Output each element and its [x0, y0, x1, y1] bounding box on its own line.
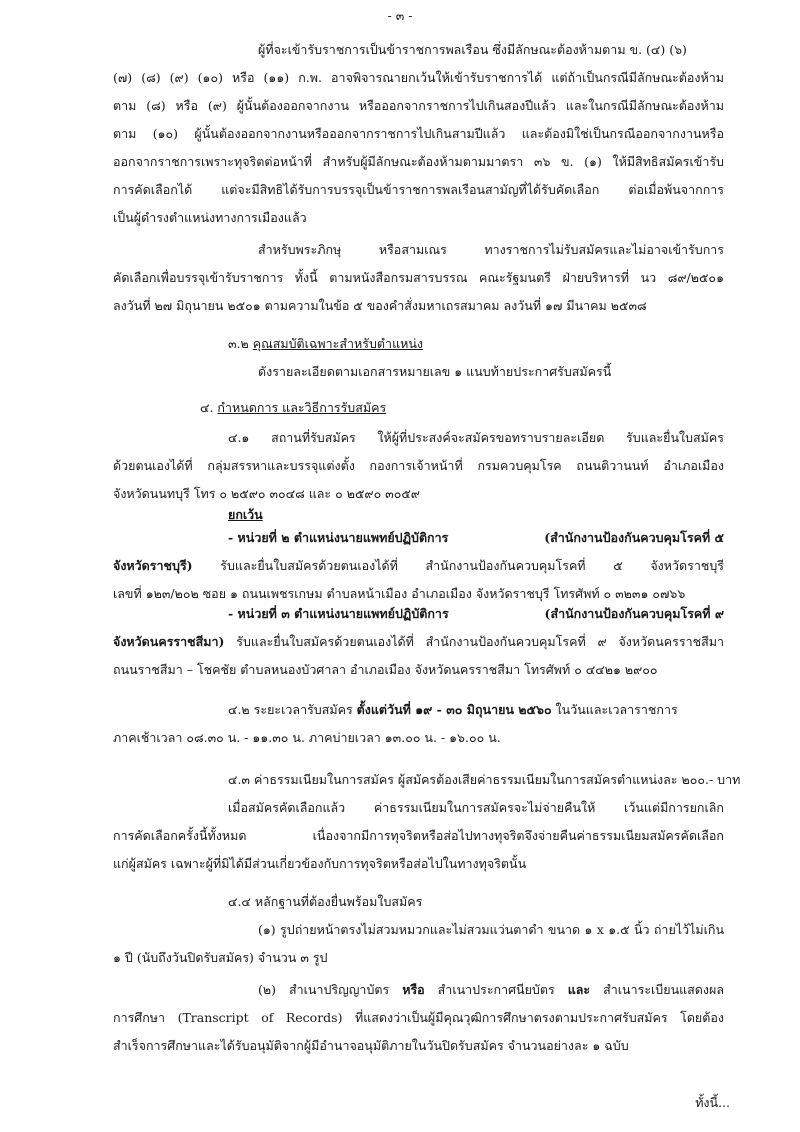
continuation-marker: ทั้งนี้... [695, 1095, 730, 1110]
section-heading [200, 398, 386, 418]
unit-heading: - หน่วยที่ ๓ ตำแหน่งนายแพทย์ปฏิบัติการ [228, 606, 449, 621]
text-line: ดังรายละเอียดตามเอกสารหมายเลข ๑ แนบท้ายประกาศรับสมัครนี้ [258, 364, 612, 379]
text-part: สำเนาระเบียนแสดงผล [590, 982, 725, 997]
text-line: (๑) รูปถ่ายหน้าตรงไม่สวมหมวกและไม่สวมแว่นตาดำ ขนาด ๑ x ๑.๕ นิ้ว ถ่ายไว้ไม่เกิน [258, 922, 724, 937]
unit-province: จังหวัดราชบุรี) [113, 558, 193, 573]
text-line: การคัดเลือกครั้งนี้ทั้งหมด เนื่องจากมีการทุจริตหรือส่อไปทางทุจริตจึงจ่ายคืนค่าธรรมเนียมสมัครคัดเลือก [113, 828, 724, 843]
text-part: (๒) สำเนาปริญญาบัตร [258, 982, 403, 997]
text-line [113, 632, 724, 652]
text-line: ๑ ปี (นับถึงวันปิดรับสมัคร) จำนวน ๓ รูป [113, 950, 328, 965]
text-line: การศึกษา (Transcript of Records) ที่แสดงว่าเป็นผู้มีคุณวุฒิการศึกษาตรงตามประกาศรับสมัคร โดยต้อง [113, 1010, 724, 1025]
text-part: สำเนาประกาศนียบัตร [424, 982, 568, 997]
text-line: เลขที่ ๑๒๓/๒๐๒ ซอย ๑ ถนนเพชรเกษม ตำบลหน้าเมือง อำเภอเมือง จังหวัดราชบุรี โทรศัพท์ ๐ ๓๒๓๑ ๐๗๖๖ [113, 586, 686, 601]
section-title: กำหนดการ และวิธีการรับสมัคร [217, 400, 387, 415]
text-line: ถนนราชสีมา – โชคชัย ตำบลหนองบัวศาลา อำเภอเมือง จังหวัดนครราชสีมา โทรศัพท์ ๐ ๔๔๒๑ ๒๙๐๐ [113, 662, 658, 677]
unit-text: รับและยื่นใบสมัครด้วยตนเองได้ที่ สำนักงานป้องกันควบคุมโรคที่ ๕ จังหวัดราชบุรี [192, 558, 724, 573]
text-line: ๔.๑ สถานที่รับสมัคร ให้ผู้ที่ประสงค์จะสมัครขอทราบรายละเอียด รับและยื่นใบสมัคร [228, 430, 724, 445]
text-line: ลงวันที่ ๒๗ มิถุนายน ๒๕๐๑ ตามความในข้อ ๕ ของคำสั่งมหาเถรสมาคม ลงวันที่ ๑๗ มีนาคม ๒๕๓๘ [113, 298, 647, 313]
text-line: เมื่อสมัครคัดเลือกแล้ว ค่าธรรมเนียมในการสมัครจะไม่จ่ายคืนให้ เว้นแต่มีการยกเลิก [228, 800, 724, 815]
unit-heading-office: (สำนักงานป้องกันควบคุมโรคที่ ๙ [544, 606, 724, 621]
except-label: ยกเว้น [228, 507, 263, 522]
unit-heading-office: (สำนักงานป้องกันควบคุมโรคที่ ๕ [544, 530, 724, 545]
text-part: ๔.๒ ระยะเวลารับสมัคร [228, 702, 357, 717]
text-line: ตาม (๘) หรือ (๙) ผู้นั้นต้องออกจากงาน หรือออกจากราชการไปเกินสองปีแล้ว และในกรณีมีลักษณะต้องห้าม [113, 98, 724, 113]
text-line: แก่ผู้สมัคร เฉพาะผู้ที่มิได้มีส่วนเกี่ยวข้องกับการทุจริตหรือส่อไปในทางทุจริตนั้น [113, 856, 527, 871]
emphasis-and: และ [567, 982, 591, 997]
text-line [113, 556, 724, 576]
section-number-text: ๓.๒ [228, 336, 249, 351]
text-line: ด้วยตนเองได้ที่ กลุ่มสรรหาและบรรจุแต่งตั้ง กองการเจ้าหน้าที่ กรมควบคุมโรค ถนนติวานนท์ อำเภอเมือง [113, 458, 724, 473]
date-range: ตั้งแต่วันที่ ๑๙ - ๓๐ มิถุนายน ๒๕๖๐ [356, 702, 552, 717]
section-number [228, 334, 423, 354]
unit-text: รับและยื่นใบสมัครด้วยตนเองได้ที่ สำนักงานป้องกันควบคุมโรคที่ ๙ จังหวัดนครราชสีมา [224, 634, 724, 649]
text-line: ภาคเช้าเวลา ๐๘.๓๐ น. - ๑๑.๓๐ น. ภาคบ่ายเวลา ๑๓.๐๐ น. - ๑๖.๐๐ น. [113, 730, 501, 745]
text-line: คัดเลือกเพื่อบรรจุเข้ารับราชการ ทั้งนี้ ตามหนังสือกรมสารบรรณ คณะรัฐมนตรี ฝ่ายบริหารที่ นว ๘๙/๒๕๐๑ [113, 270, 724, 285]
emphasis-or: หรือ [402, 982, 425, 997]
unit-heading: - หน่วยที่ ๒ ตำแหน่งนายแพทย์ปฏิบัติการ [228, 530, 449, 545]
text-line: จังหวัดนนทบุรี โทร ๐ ๒๕๙๐ ๓๐๔๘ และ ๐ ๒๕๙๐ ๓๐๕๙ [113, 486, 420, 501]
text-part: ในวันและเวลาราชการ [551, 702, 678, 717]
text-line: (๗) (๘) (๙) (๑๐) หรือ (๑๑) ก.พ. อาจพิจารณายกเว้นให้เข้ารับราชการได้ แต่ถ้าเป็นกรณีมีลักษณะต้องห้าม [113, 70, 724, 85]
text-line: ๔.๓ ค่าธรรมเนียมในการสมัคร ผู้สมัครต้องเสียค่าธรรมเนียมในการสมัครตำแหน่งละ ๒๐๐.- บาท [228, 772, 741, 787]
section-title: คุณสมบัติเฉพาะสำหรับตำแหน่ง [252, 336, 424, 351]
text-line: ผู้ที่จะเข้ารับราชการเป็นข้าราชการพลเรือน ซึ่งมีลักษณะต้องห้ามตาม ข. (๔) (๖) [258, 42, 687, 57]
text-line: ตาม (๑๐) ผู้นั้นต้องออกจากงานหรือออกจากราชการไปเกินสามปีแล้ว และต้องมิใช่เป็นกรณีออกจากงานหรือ [113, 126, 724, 141]
section-number-text: ๔. [200, 400, 214, 415]
text-line [258, 980, 724, 1000]
unit-province: จังหวัดนครราชสีมา) [113, 634, 225, 649]
text-line: สำเร็จการศึกษาและได้รับอนุมัติจากผู้มีอำนาจอนุมัติภายในวันปิดรับสมัคร จำนวนอย่างละ ๑ ฉบับ [113, 1038, 629, 1053]
text-line: ออกจากราชการเพราะทุจริตต่อหน้าที่ สำหรับผู้มีลักษณะต้องห้ามตามมาตรา ๓๖ ข. (๑) ให้มีสิทธิสมัครเข้ารับ [113, 154, 724, 169]
text-line: ๔.๔ หลักฐานที่ต้องยื่นพร้อมใบสมัคร [228, 894, 423, 909]
text-line: การคัดเลือกได้ แต่จะมีสิทธิได้รับการบรรจุเป็นข้าราชการพลเรือนสามัญที่ได้รับคัดเลือก ต่อเมื่อพ้นจากการ [113, 182, 724, 197]
page-number: - ๓ - [387, 8, 413, 23]
text-line: สำหรับพระภิกษุ หรือสามเณร ทางราชการไม่รับสมัครและไม่อาจเข้ารับการ [258, 242, 724, 257]
text-line: เป็นผู้ดำรงตำแหน่งทางการเมืองแล้ว [113, 210, 307, 225]
text-line [228, 700, 724, 720]
